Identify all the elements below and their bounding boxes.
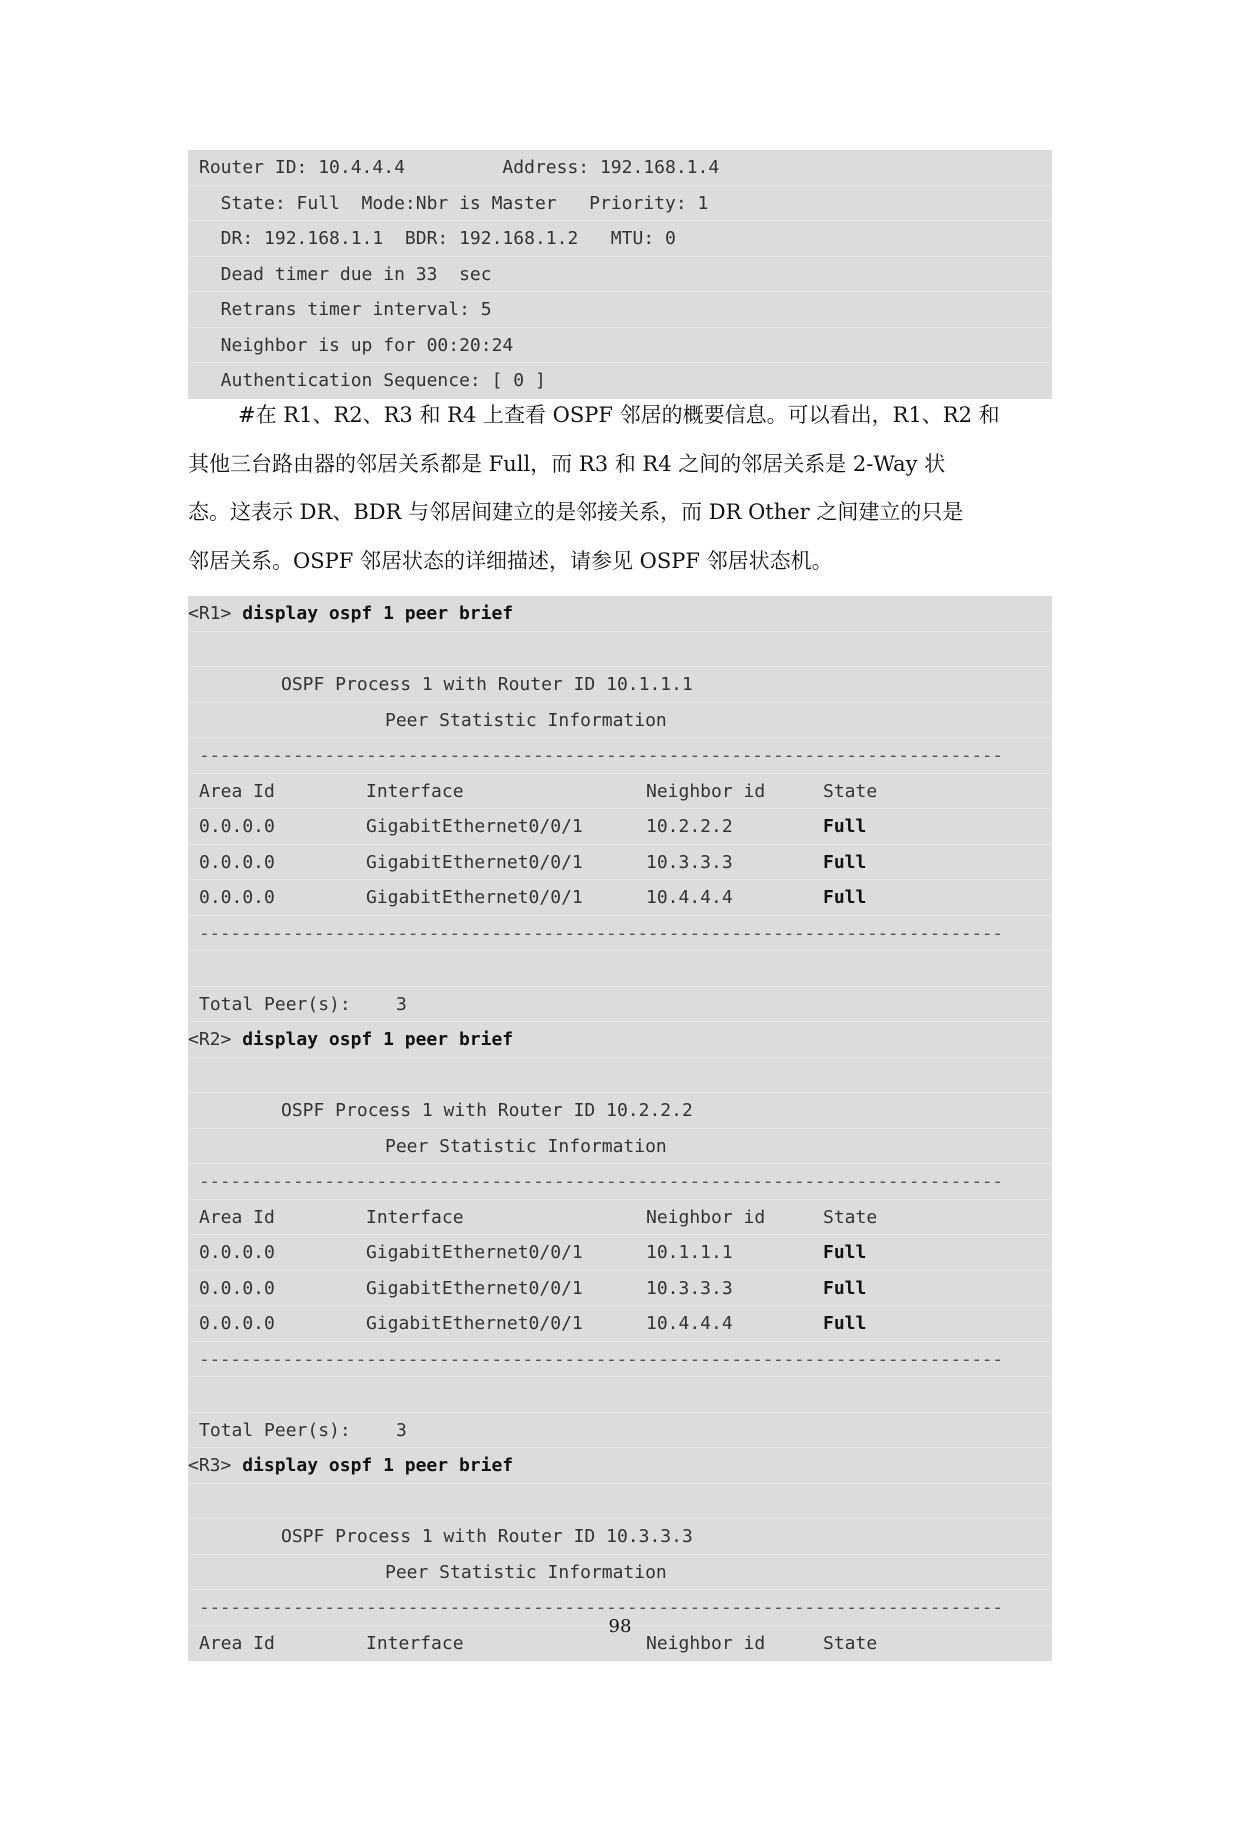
blank-line (188, 1484, 1052, 1520)
dash-separator: ----------------------------------------------------------------------------- (188, 916, 1052, 952)
header-area-id: Area Id (199, 1632, 275, 1654)
area-id: 0.0.0.0 (199, 887, 275, 908)
state: Full (823, 1277, 867, 1299)
paragraph-line: #在 R1、R2、R3 和 R4 上查看 OSPF 邻居的概要信息。可以看出，R1、R2 和 (238, 403, 1000, 427)
prompt: <R3> (188, 1455, 232, 1476)
table-row (188, 1306, 1052, 1342)
neighbor-id: 10.3.3.3 (646, 851, 733, 873)
body-paragraph (188, 391, 1052, 585)
process-line: OSPF Process 1 with Router ID 10.1.1.1 (188, 667, 1052, 703)
process-line: OSPF Process 1 with Router ID 10.2.2.2 (188, 1093, 1052, 1129)
state: Full (823, 851, 867, 873)
blank-line (188, 1058, 1052, 1094)
neighbor-id: 10.2.2.2 (646, 816, 733, 837)
interface: GigabitEthernet0/0/1 (366, 1277, 583, 1299)
command-line (188, 596, 1052, 632)
total-label: Total Peer(s): (199, 993, 351, 1015)
table-row (188, 1271, 1052, 1307)
code-line: Dead timer due in 33 sec (188, 257, 1052, 293)
header-area-id: Area Id (199, 780, 275, 802)
paragraph-line: 邻居关系。OSPF 邻居状态的详细描述，请参见 OSPF 邻居状态机。 (188, 548, 833, 573)
command: display ospf 1 peer brief (242, 603, 514, 624)
command-line (188, 1448, 1052, 1484)
area-id: 0.0.0.0 (199, 1277, 275, 1299)
header-interface: Interface (366, 1206, 464, 1228)
table-header (188, 774, 1052, 810)
header-state: State (823, 1206, 878, 1228)
dash-separator: ----------------------------------------------------------------------------- (188, 738, 1052, 774)
dash-separator: ----------------------------------------------------------------------------- (188, 1590, 1052, 1626)
info-line: Peer Statistic Information (188, 1129, 1052, 1165)
info-line: Peer Statistic Information (188, 1555, 1052, 1591)
state: Full (823, 816, 867, 837)
interface: GigabitEthernet0/0/1 (366, 816, 583, 837)
neighbor-id: 10.4.4.4 (646, 1313, 733, 1334)
interface: GigabitEthernet0/0/1 (366, 1313, 583, 1334)
state: Full (823, 1242, 867, 1263)
header-neighbor-id: Neighbor id (646, 1632, 766, 1654)
info-line: Peer Statistic Information (188, 703, 1052, 739)
command: display ospf 1 peer brief (242, 1029, 514, 1050)
interface: GigabitEthernet0/0/1 (366, 851, 583, 873)
total-line (188, 1413, 1052, 1449)
total-value: 3 (396, 1419, 407, 1441)
header-state: State (823, 1632, 878, 1654)
total-label: Total Peer(s): (199, 1419, 351, 1441)
header-interface: Interface (366, 1632, 464, 1654)
interface: GigabitEthernet0/0/1 (366, 887, 583, 908)
page-number: 98 (608, 1616, 632, 1637)
blank-line (188, 632, 1052, 668)
peer-brief-block (188, 596, 1052, 1661)
prompt: <R2> (188, 1029, 232, 1050)
area-id: 0.0.0.0 (199, 1313, 275, 1334)
blank-line (188, 951, 1052, 987)
table-row (188, 880, 1052, 916)
area-id: 0.0.0.0 (199, 851, 275, 873)
header-area-id: Area Id (199, 1206, 275, 1228)
area-id: 0.0.0.0 (199, 1242, 275, 1263)
command: display ospf 1 peer brief (242, 1455, 514, 1476)
code-line: Retrans timer interval: 5 (188, 292, 1052, 328)
code-line: State: Full Mode:Nbr is Master Priority: 1 (188, 186, 1052, 222)
neighbor-id: 10.3.3.3 (646, 1277, 733, 1299)
table-row (188, 845, 1052, 881)
area-id: 0.0.0.0 (199, 816, 275, 837)
interface: GigabitEthernet0/0/1 (366, 1242, 583, 1263)
total-line (188, 987, 1052, 1023)
header-state: State (823, 780, 878, 802)
code-line: Neighbor is up for 00:20:24 (188, 328, 1052, 364)
header-interface: Interface (366, 780, 464, 802)
state: Full (823, 1313, 867, 1334)
code-line: DR: 192.168.1.1 BDR: 192.168.1.2 MTU: 0 (188, 221, 1052, 257)
neighbor-id: 10.4.4.4 (646, 887, 733, 908)
paragraph-line: 态。这表示 DR、BDR 与邻居间建立的是邻接关系，而 DR Other 之间建立的只是 (188, 500, 964, 524)
table-row (188, 809, 1052, 845)
table-header (188, 1200, 1052, 1236)
header-neighbor-id: Neighbor id (646, 780, 766, 802)
blank-line (188, 1377, 1052, 1413)
dash-separator: ----------------------------------------------------------------------------- (188, 1342, 1052, 1378)
code-line: Router ID: 10.4.4.4 Address: 192.168.1.4 (188, 150, 1052, 186)
header-neighbor-id: Neighbor id (646, 1206, 766, 1228)
process-line: OSPF Process 1 with Router ID 10.3.3.3 (188, 1519, 1052, 1555)
dash-separator: ----------------------------------------------------------------------------- (188, 1164, 1052, 1200)
total-value: 3 (396, 993, 407, 1015)
neighbor-id: 10.1.1.1 (646, 1242, 733, 1263)
code-line: Authentication Sequence: [ 0 ] (199, 370, 546, 391)
paragraph-line: 其他三台路由器的邻居关系都是 Full，而 R3 和 R4 之间的邻居关系是 2-Way 状 (188, 451, 946, 476)
neighbor-detail-block (188, 150, 1052, 399)
table-row (188, 1235, 1052, 1271)
state: Full (823, 887, 867, 908)
prompt: <R1> (188, 603, 232, 624)
command-line (188, 1022, 1052, 1058)
